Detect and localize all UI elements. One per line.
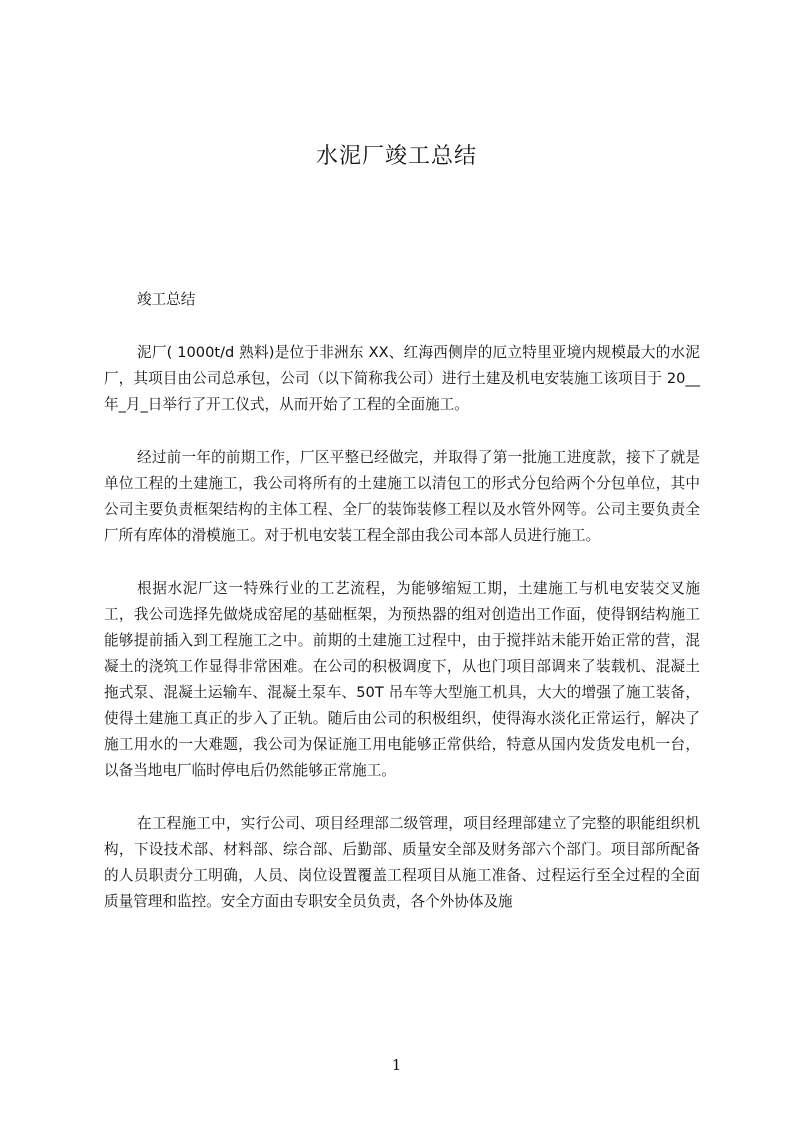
section-heading: 竣工总结 <box>137 291 196 308</box>
page-number: 1 <box>391 1056 402 1074</box>
document-body <box>104 287 700 942</box>
paragraph-2: 经过前一年的前期工作，厂区平整已经做完，并取得了第一批施工进度款，接下了就是单位工程的土建施工，我公司将所有的土建施工以清包工的形式分包给两个分包单位，其中公司主要负责框架结构的主体工程、全厂的装饰装修工程以及水管外网等。公司主要负责全厂所有库体的滑模施工。对于机电安装工程全部由我公司本部人员进行施工。 <box>104 449 700 544</box>
document-title: 水泥厂竣工总结 <box>315 144 477 169</box>
paragraph-4: 在工程施工中，实行公司、项目经理部二级管理，项目经理部建立了完整的职能组织机构，下设技术部、材料部、综合部、后勤部、质量安全部及财务部六个部门。项目部所配备的人员职责分工明确，人员、岗位设置覆盖工程项目从施工准备、过程运行至全过程的全面质量管理和监控。安全方面由专职安全员负责，各个外协体及施 <box>104 815 700 910</box>
paragraph-1: 泥厂( 1000t/d 熟料)是位于非洲东 XX、红海西侧岸的厄立特里亚境内规模最大的水泥厂，其项目由公司总承包，公司（以下简称我公司）进行土建及机电安装施工该项目于 20__年_月_日举行了开工仪式，从而开始了工程的全面施工。 <box>104 344 700 413</box>
paragraph-3: 根据水泥厂这一特殊行业的工艺流程，为能够缩短工期，土建施工与机电安装交叉施工，我公司选择先做烧成窑尾的基础框架，为预热器的组对创造出工作面，使得钢结构施工能够提前插入到工程施工之中。前期的土建施工过程中，由于搅拌站未能开始正常的营，混凝土的浇筑工作显得非常困难。在公司的积极调度下，从也门项目部调来了装载机、混凝土拖式泵、混凝土运输车、混凝土泵车、50T 吊车等大型施工机具，大大的增强了施工装备，使得土建施工真正的步入了正轨。随后由公司的积极组织，使得海水淡化正常运行，解决了施工用水的一大难题，我公司为保证施工用电能够正常供给，特意从国内发货发电机一台，以备当地电厂临时停电后仍然能够正常施工。 <box>104 580 700 779</box>
